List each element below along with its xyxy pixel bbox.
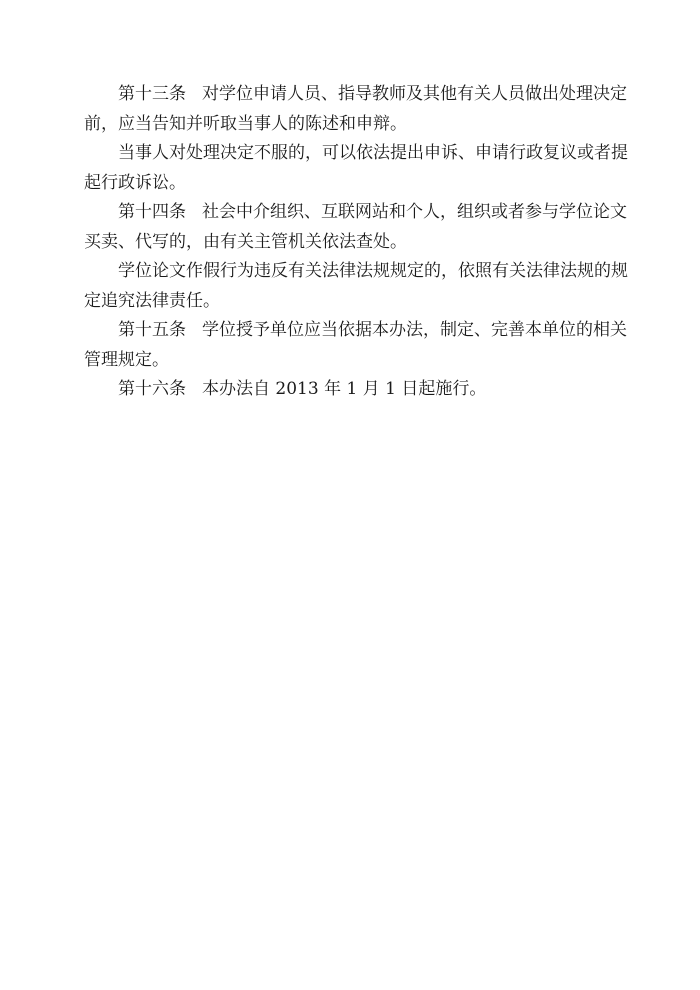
article-13-line-2: 前，应当告知并听取当事人的陈述和申辩。 bbox=[84, 113, 407, 134]
article-15-line-2: 管理规定。 bbox=[84, 349, 169, 370]
article-13-label: 第十三条 bbox=[118, 84, 186, 104]
article-14-label: 第十四条 bbox=[118, 202, 186, 222]
legal-liability-paragraph bbox=[84, 257, 628, 316]
article-13-text-1: 对学位申请人员、指导教师及其他有关人员做出处理决定 bbox=[202, 84, 627, 104]
document-body bbox=[84, 80, 628, 405]
article-16-label: 第十六条 bbox=[118, 379, 186, 399]
article-15-paragraph bbox=[84, 316, 627, 375]
article-16-paragraph bbox=[118, 375, 618, 405]
article-15-line-1 bbox=[118, 316, 627, 346]
article-14-paragraph bbox=[84, 198, 627, 257]
article-15-text-1: 学位授予单位应当依据本办法，制定、完善本单位的相关 bbox=[202, 320, 627, 340]
article-16-text-1: 本办法自 2013 年 1 月 1 日起施行。 bbox=[202, 379, 487, 399]
appeal-line-2: 起行政诉讼。 bbox=[84, 172, 186, 193]
appeal-line-1: 当事人对处理决定不服的，可以依法提出申诉、申请行政复议或者提 bbox=[118, 143, 628, 163]
article-16-line-1 bbox=[118, 375, 618, 405]
article-14-line-1 bbox=[118, 198, 627, 228]
article-15-label: 第十五条 bbox=[118, 320, 186, 340]
article-13-line-1 bbox=[118, 80, 627, 110]
liability-line-2: 定追究法律责任。 bbox=[84, 290, 220, 311]
article-13-appeal-paragraph bbox=[84, 139, 628, 198]
article-14-text-1: 社会中介组织、互联网站和个人，组织或者参与学位论文 bbox=[202, 202, 627, 222]
article-14-line-2: 买卖、代写的，由有关主管机关依法查处。 bbox=[84, 231, 407, 252]
liability-line-1: 学位论文作假行为违反有关法律法规规定的，依照有关法律法规的规 bbox=[118, 261, 628, 281]
article-13-paragraph bbox=[84, 80, 627, 139]
